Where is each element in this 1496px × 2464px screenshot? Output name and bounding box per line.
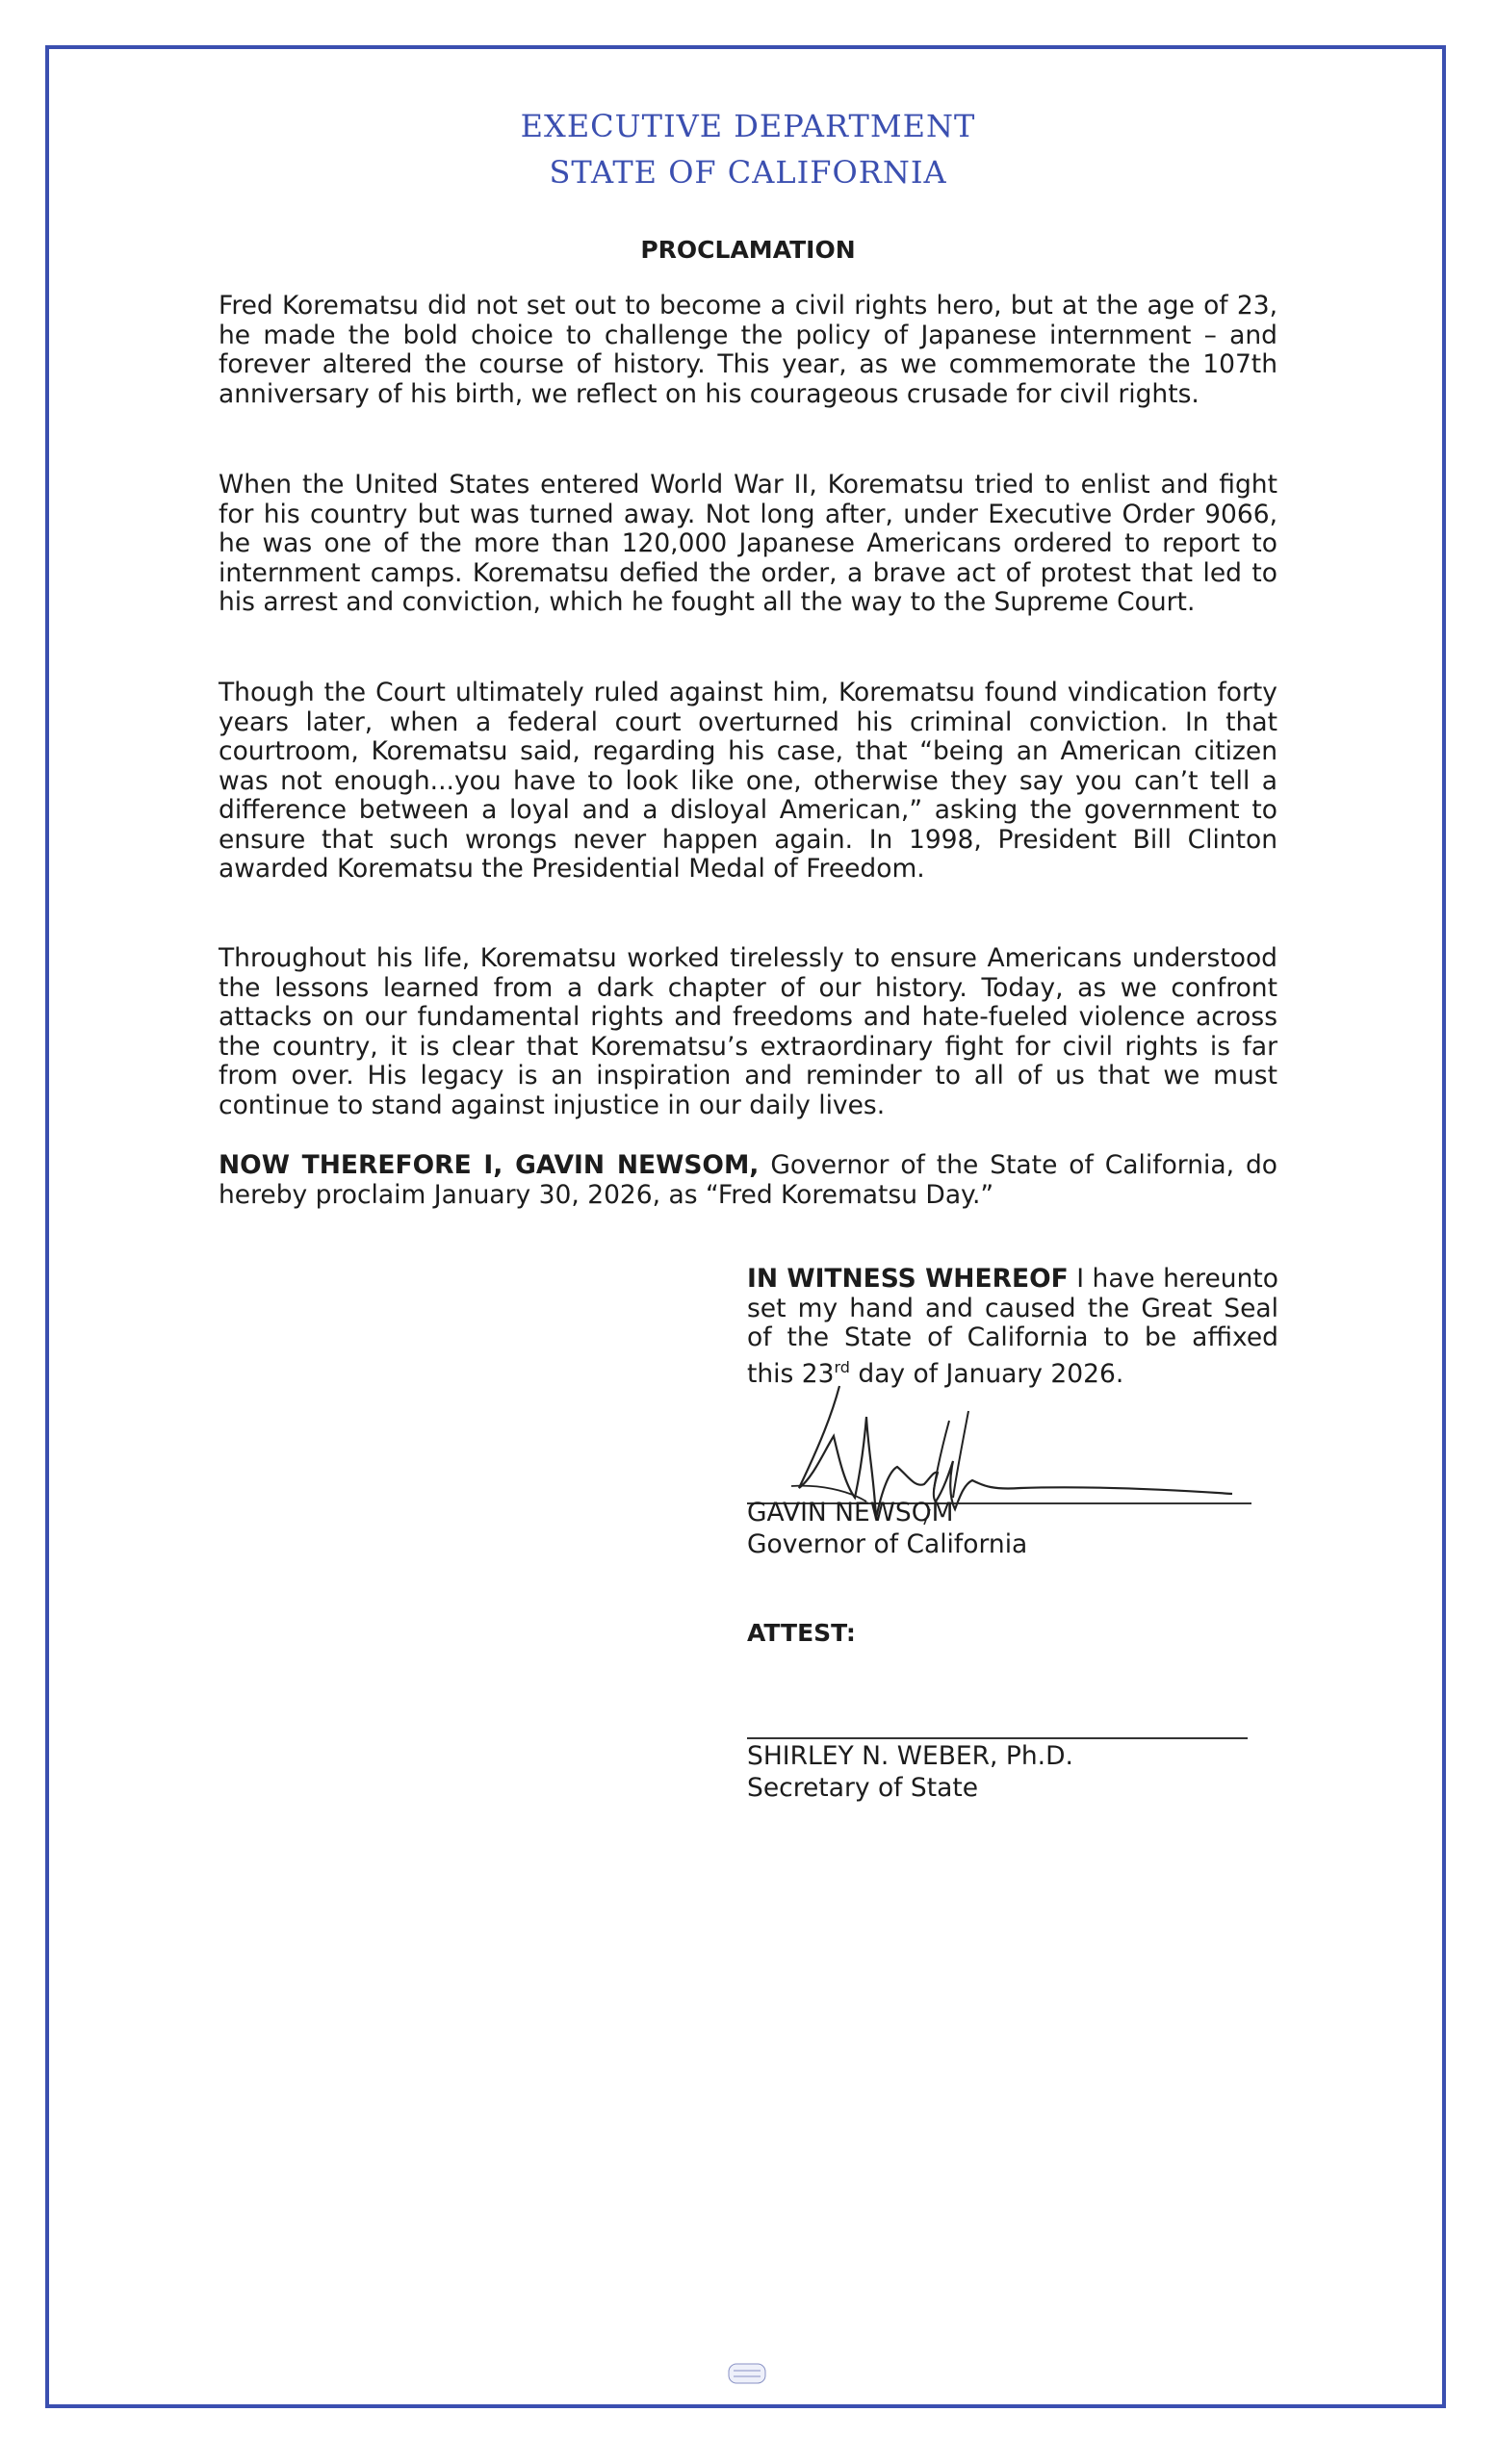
governor-title: Governor of California (747, 1529, 1028, 1559)
paragraph-2: When the United States entered World War II, Korematsu tried to enlist and fight for his country but was turned away. Not long after, under Executive Order 9066, he was one of the more than 120,000 Japanese Americans ordered to report to internment camps. Korematsu defied the order, a brave act of protest that led to his arrest and conviction, which he fought all the way to the Supreme Court. (219, 470, 1277, 617)
proclamation-text: Governor of the State of California, do hereby proclaim January 30, 2026, as “Fred Korematsu Day.” (219, 1150, 1278, 1210)
witness-text: I have hereunto set my hand and caused the Great Seal of the State of California to be affixed this 23 (747, 1264, 1278, 1389)
union-bug-icon (728, 2363, 766, 2384)
witness-lead: IN WITNESS WHEREOF (747, 1264, 1069, 1294)
proclamation-title: PROCLAMATION (640, 236, 856, 264)
governor-name: GAVIN NEWSOM (747, 1498, 954, 1527)
proclamation-lead: NOW THEREFORE I, GAVIN NEWSOM, (219, 1150, 760, 1180)
paragraph-1: Fred Korematsu did not set out to become a civil rights hero, but at the age of 23, he made the bold choice to challenge the policy of Japanese internment – and forever altered the course of history. This year, as we commemorate the 107th anniversary of his birth, we reflect on his courageous crusade for civil rights. (219, 291, 1277, 409)
secretary-title: Secretary of State (747, 1773, 979, 1803)
witness-date: day of January 2026. (849, 1358, 1124, 1389)
secretary-name: SHIRLEY N. WEBER, Ph.D. (747, 1741, 1073, 1771)
paragraph-4: Throughout his life, Korematsu worked tirelessly to ensure Americans understood the lessons learned from a dark chapter of our history. Today, as we confront attacks on our fundamental rights and freedoms and hate-fueled violence across the country, it is clear that Korematsu’s extraordinary fight for civil rights is far from over. His legacy is an inspiration and reminder to all of us that we must continue to stand against injustice in our daily lives. (219, 943, 1277, 1120)
attest-label: ATTEST: (747, 1619, 856, 1647)
department-heading: EXECUTIVE DEPARTMENT (520, 108, 976, 144)
attest-signature-line (747, 1737, 1248, 1739)
state-heading: STATE OF CALIFORNIA (549, 154, 947, 191)
proclamation-statement (219, 1151, 1277, 1210)
witness-ordinal: rd (834, 1357, 850, 1376)
paragraph-3: Though the Court ultimately ruled against him, Korematsu found vindication forty years later, when a federal court overturned his criminal conviction. In that courtroom, Korematsu said, regarding his case, that “being an American citizen was not enough...you have to look like one, otherwise they say you can’t tell a difference between a loyal and a disloyal American,” asking the government to ensure that such wrongs never happen again. In 1998, President Bill Clinton awarded Korematsu the Presidential Medal of Freedom. (219, 678, 1277, 884)
